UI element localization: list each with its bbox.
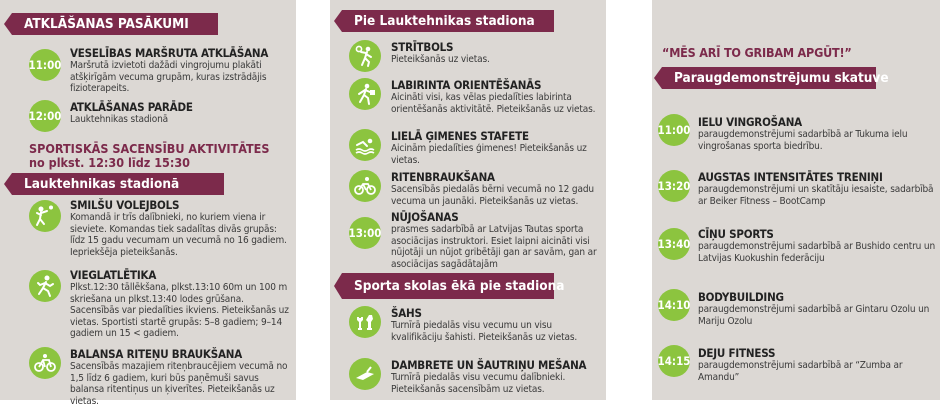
chess-icon bbox=[349, 306, 381, 338]
item-title: ŠAHS bbox=[391, 306, 422, 320]
item-title: STRĪTBOLS bbox=[391, 40, 454, 54]
item-desc: Maršrutā izvietoti dažādi vingrojumu plakāti atšķirīgām vecuma grupām, kuras izstrādājis fizioterapeits. bbox=[70, 60, 267, 94]
opening-events-header: ATKLĀŠANAS PASĀKUMI bbox=[12, 13, 218, 35]
time-badge: 14:15 bbox=[658, 345, 690, 377]
stage-header: Paraugdemonstrējumu skatuve bbox=[662, 67, 876, 89]
time-badge: 12:00 bbox=[29, 100, 61, 132]
item-title: BODYBUILDING bbox=[698, 290, 784, 304]
time-badge: 13:40 bbox=[658, 228, 690, 260]
item-desc: paraugdemonstrējumi sadarbībā ar Gintaru Ozolu un Mariju Ozolu bbox=[698, 304, 930, 327]
near-stadium-header: Pie Lauktehnikas stadiona bbox=[342, 10, 554, 32]
item-title: DEJU FITNESS bbox=[698, 346, 776, 360]
item-title: BALANSA RITEŅU BRAUKŠANA bbox=[70, 347, 243, 361]
time-badge: 13:00 bbox=[349, 217, 381, 249]
time-badge: 11:00 bbox=[29, 49, 61, 81]
item-title: ATKLĀŠANAS PARĀDE bbox=[70, 100, 193, 114]
orienteering-icon bbox=[349, 78, 381, 110]
item-desc: prasmes sadarbībā ar Latvijas Tautas sporta asociācijas instruktori. Esiet laipni aicināti visi nūjotāji un nūjot gribētāji gan ar savām, gan ar asociācijas sagādātajām bbox=[391, 224, 597, 270]
volleyball-icon bbox=[29, 200, 61, 232]
competition-subhead: SPORTISKĀS SACENSĪBU AKTIVITĀTES no plkst. 12:30 līdz 15:30 bbox=[29, 141, 270, 170]
sports-school-header: Sporta skolas ēkā pie stadiona bbox=[342, 273, 554, 299]
item-desc: Aicinām piedalīties ģimenes! Pieteikšanās uz vietas. bbox=[391, 143, 587, 166]
stage-quote: “MĒS ARĪ TO GRIBAM APGŪT!” bbox=[662, 45, 852, 60]
item-desc: Sacensībās piedalās bērni vecumā no 12 gadu vecuma un jaunāki. Pieteikšanās uz vietas. bbox=[391, 184, 594, 207]
item-title: NŪJOŠANAS bbox=[391, 210, 459, 224]
item-desc: paraugdemonstrējumi sadarbībā ar Tukuma ielu vingrošanas sporta biedrību. bbox=[698, 129, 908, 152]
column-opening-events bbox=[0, 0, 296, 407]
item-desc: Plkst.12:30 tāllēkšana, plkst.13:10 60m un 100 m skriešana un plkst.13:40 lodes grūšana. Sacensībās var piedalīties ikviens. Pieteikšanās uz vietas. Sportisti startē grupās: 5–8 gadiem; 9–14 gadiem un 15 < gadiem. bbox=[70, 282, 289, 339]
item-desc: Pieteikšanās uz vietas. bbox=[391, 54, 490, 65]
cyclist-icon bbox=[349, 170, 381, 202]
time-badge: 13:20 bbox=[658, 170, 690, 202]
item-desc: Turnīrā piedalās visu vecumu dalībnieki. Pieteikšanās sacensībām uz vietas. bbox=[391, 372, 566, 395]
checkers-icon bbox=[349, 358, 381, 390]
basketball-icon bbox=[349, 40, 381, 72]
item-desc: Lauktehnikas stadionā bbox=[70, 114, 169, 125]
item-title: AUGSTAS INTENSITĀTES TRENIŅI bbox=[698, 170, 883, 184]
item-desc: Aicināti visi, kas vēlas piedalīties labirinta orientēšanās aktivitātē. Pieteikšanās uz vietas. bbox=[391, 92, 596, 115]
item-desc: paraugdemonstrējumi un skatītāju iesaiste, sadarbībā ar Beiker Fitness – BootCamp bbox=[698, 184, 934, 207]
item-desc: Komandā ir trīs dalībnieki, no kuriem viena ir sieviete. Komandas tiek sadalītas divās grupās: līdz 15 gadu vecumam un vecumā no 16 gadiem. Iepriekšēja pieteikšanās. bbox=[70, 212, 287, 258]
time-badge: 11:00 bbox=[658, 114, 690, 146]
item-title: LABIRINTA ORIENTĒŠANĀS bbox=[391, 78, 542, 92]
bicycle-icon bbox=[29, 347, 61, 379]
item-title: DAMBRETE UN ŠAUTRIŅU MEŠANA bbox=[391, 358, 587, 372]
item-title: RITENBRAUKŠANA bbox=[391, 170, 495, 184]
column-near-stadium bbox=[330, 0, 606, 400]
item-title: LIELĀ ĢIMENES STAFETE bbox=[391, 129, 529, 143]
item-title: SMILŠU VOLEJBOLS bbox=[70, 198, 180, 212]
item-title: VESELĪBAS MARŠRUTA ATKLĀŠANA bbox=[70, 46, 269, 60]
runner-icon bbox=[29, 270, 61, 302]
item-desc: paraugdemonstrējumi sadarbībā ar “Zumba ar Amandu” bbox=[698, 360, 903, 383]
item-title: VIEGLATLĒTIKA bbox=[70, 268, 157, 282]
item-desc: paraugdemonstrējumi sadarbībā ar Bushido centru un Latvijas Kuokushin federāciju bbox=[698, 241, 936, 264]
item-title: CĪŅU SPORTS bbox=[698, 227, 774, 241]
item-title: IELU VINGROŠANA bbox=[698, 115, 802, 129]
item-desc: Sacensībās mazajiem riteņbraucējiem vecumā no 1,5 līdz 6 gadiem, kuri būs paņēmuši savus balansa ritentiņus un ķiverītes. Pieteikšanās uz vietas. bbox=[70, 361, 288, 407]
stadium-section-header: Lauktehnikas stadionā bbox=[12, 173, 224, 195]
swimmer-icon bbox=[349, 129, 381, 161]
column-demonstration-stage bbox=[652, 0, 940, 400]
item-desc: Turnīrā piedalās visu vecumu un visu kvalifikāciju šahisti. Pieteikšanās uz vietas. bbox=[391, 320, 578, 343]
time-badge: 14:10 bbox=[658, 289, 690, 321]
